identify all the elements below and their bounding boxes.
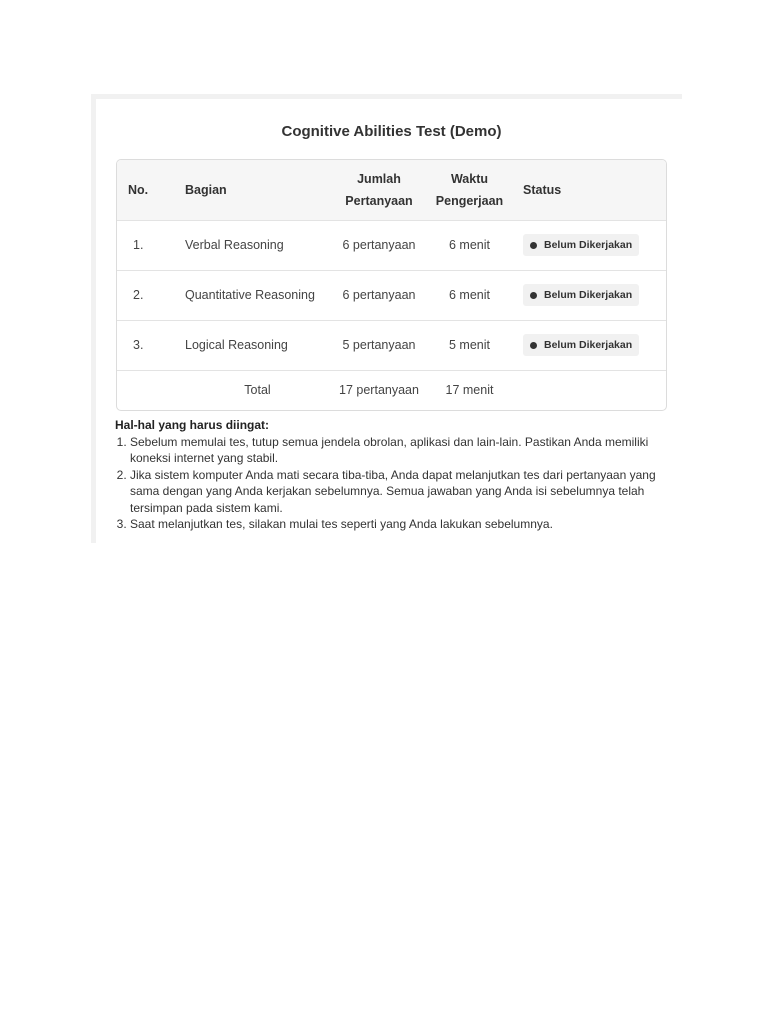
total-duration: 17 menit — [445, 383, 494, 398]
status-dot-icon — [530, 342, 537, 349]
header-jumlah — [330, 160, 428, 220]
notes-heading: Hal-hal yang harus diingat: — [115, 418, 270, 432]
total-question-count: 17 pertanyaan — [339, 383, 419, 398]
row-no: 2. — [133, 288, 144, 302]
status-label: Belum Dikerjakan — [544, 339, 633, 351]
status-dot-icon — [530, 292, 537, 299]
header-status: Status — [523, 182, 562, 197]
row-no: 1. — [133, 238, 144, 252]
note-item: 2. Jika sistem komputer Anda mati secara tiba-tiba, Anda dapat melanjutkan tes dari pertanyaan yang sama dengan yang Anda kerjakan sebelumnya. Semua jawaban yang Anda isi sebelumnya telah tersimpan pada sistem kami. — [130, 467, 675, 517]
table-row — [117, 220, 666, 270]
page-title: Cognitive Abilities Test (Demo) — [281, 123, 502, 140]
status-badge — [523, 284, 639, 306]
table-row — [117, 270, 666, 320]
row-duration: 6 menit — [449, 238, 490, 252]
header-jumlah-line2: Pertanyaan — [345, 193, 413, 208]
header-jumlah-line1: Jumlah — [357, 171, 401, 186]
table-row — [117, 320, 666, 370]
header-waktu-line1: Waktu — [450, 171, 489, 186]
row-duration: 5 menit — [449, 338, 490, 352]
row-section-name: Logical Reasoning — [185, 338, 288, 352]
note-item: 3. Saat melanjutkan tes, silakan mulai tes seperti yang Anda lakukan sebelumnya. — [130, 516, 675, 533]
table-header-row — [117, 160, 666, 220]
header-waktu-line2: Pengerjaan — [435, 193, 504, 208]
status-dot-icon — [530, 242, 537, 249]
row-question-count: 5 pertanyaan — [342, 338, 416, 352]
notes-list — [115, 434, 675, 533]
status-label: Belum Dikerjakan — [544, 289, 633, 301]
test-overview-card — [91, 94, 682, 543]
header-no: No. — [128, 182, 149, 197]
row-question-count: 6 pertanyaan — [342, 238, 416, 252]
row-section-name: Quantitative Reasoning — [185, 288, 315, 302]
notes-section — [115, 417, 675, 533]
row-section-name: Verbal Reasoning — [185, 238, 284, 252]
sections-table — [116, 159, 667, 411]
status-badge — [523, 334, 639, 356]
note-item: 1. Sebelum memulai tes, tutup semua jendela obrolan, aplikasi dan lain-lain. Pastikan Anda memiliki koneksi internet yang stabil. — [130, 434, 675, 467]
row-question-count: 6 pertanyaan — [342, 288, 416, 302]
status-label: Belum Dikerjakan — [544, 239, 633, 251]
row-no: 3. — [133, 338, 144, 352]
status-badge — [523, 234, 639, 256]
total-label: Total — [244, 383, 271, 398]
header-waktu — [428, 160, 511, 220]
header-bagian: Bagian — [185, 182, 227, 197]
row-duration: 6 menit — [449, 288, 490, 302]
total-row — [117, 370, 666, 410]
